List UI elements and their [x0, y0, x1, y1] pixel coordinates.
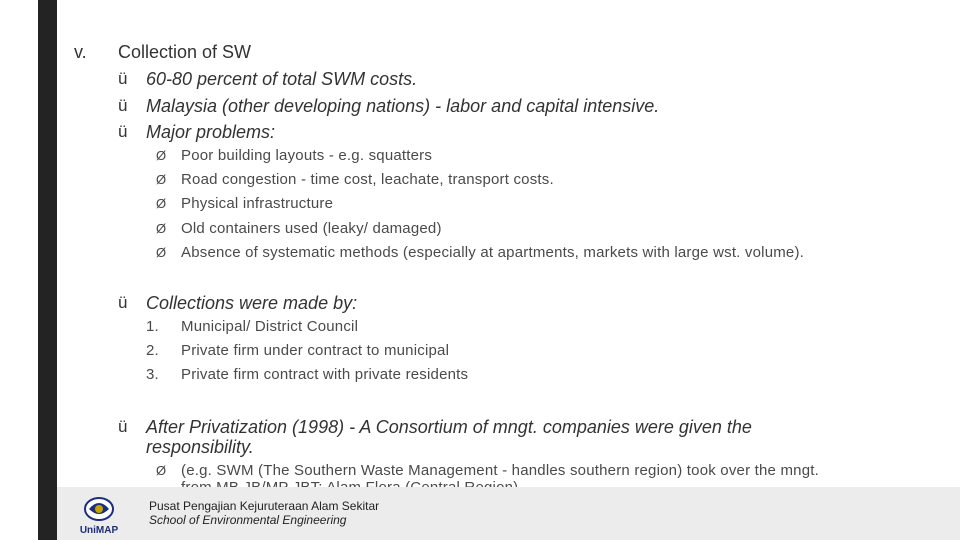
list-number: 1.: [146, 318, 159, 335]
arrow-icon: Ø: [156, 221, 167, 236]
footer-bar: [57, 487, 960, 540]
privatization-text-line2: responsibility.: [146, 437, 254, 457]
collector-item: Municipal/ District Council: [181, 318, 359, 335]
check-icon: ü: [118, 293, 128, 312]
collections-heading: Collections were made by:: [146, 293, 358, 313]
logo-text: UniMAP: [79, 525, 119, 536]
left-accent-bar: [38, 0, 57, 540]
arrow-icon: Ø: [156, 245, 167, 260]
check-icon: ü: [118, 69, 128, 88]
list-number: 3.: [146, 366, 159, 383]
list-number: 2.: [146, 342, 159, 359]
bullet-text: 60-80 percent of total SWM costs.: [146, 69, 418, 89]
check-icon: ü: [118, 417, 128, 436]
problem-item: Old containers used (leaky/ damaged): [181, 220, 442, 237]
footer-institution: Pusat Pengajian Kejuruteraan Alam Sekitar: [149, 499, 380, 513]
bullet-text: Malaysia (other developing nations) - labor and capital intensive.: [146, 96, 660, 116]
collector-item: Private firm under contract to municipal: [181, 342, 450, 359]
problem-item: Poor building layouts - e.g. squatters: [181, 147, 433, 164]
arrow-icon: Ø: [156, 172, 167, 187]
bullet-text: Major problems:: [146, 122, 276, 142]
university-logo: [77, 493, 121, 537]
section-title: Collection of SW: [118, 42, 252, 62]
arrow-icon: Ø: [156, 196, 167, 211]
arrow-icon: Ø: [156, 463, 167, 478]
example-text-line1: (e.g. SWM (The Southern Waste Management - handles southern region) took over the mngt.: [181, 462, 819, 479]
problem-item: Absence of systematic methods (especially at apartments, markets with large wst. volume).: [181, 244, 805, 261]
problem-item: Physical infrastructure: [181, 195, 334, 212]
check-icon: ü: [118, 96, 128, 115]
section-number: v.: [74, 42, 87, 62]
arrow-icon: Ø: [156, 148, 167, 163]
privatization-text-line1: After Privatization (1998) - A Consortium of mngt. companies were given the: [146, 417, 752, 437]
collector-item: Private firm contract with private residents: [181, 366, 469, 383]
footer-school: School of Environmental Engineering: [149, 513, 347, 527]
problem-item: Road congestion - time cost, leachate, transport costs.: [181, 171, 554, 188]
check-icon: ü: [118, 122, 128, 141]
